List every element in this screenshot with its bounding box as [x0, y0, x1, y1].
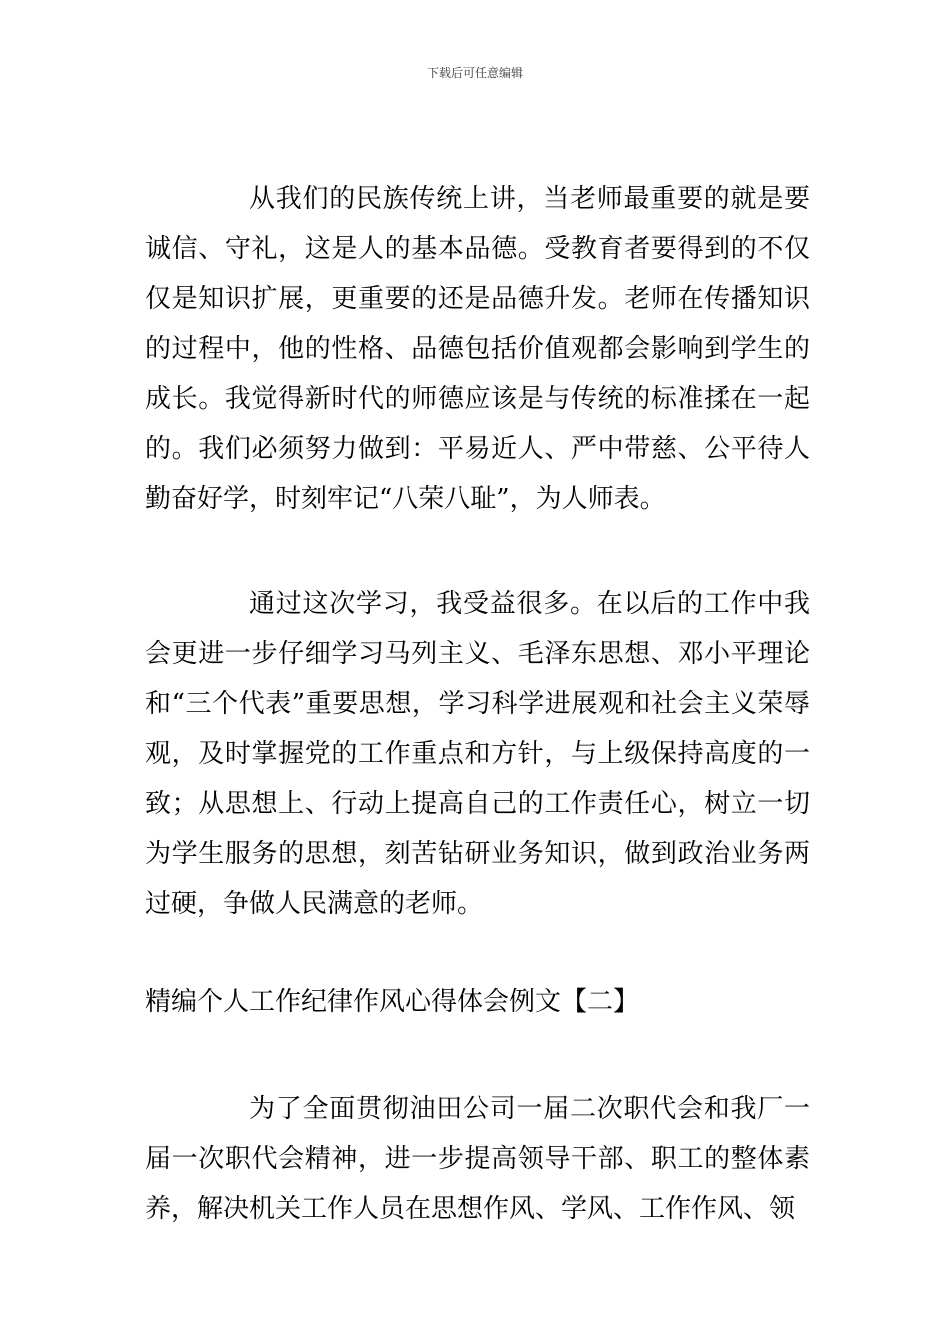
- document-body: [145, 174, 810, 1234]
- paragraph-2: 通过这次学习，我受益很多。在以后的工作中我会更进一步仔细学习马列主义、毛泽东思想、邓小平理论和“三个代表”重要思想，学习科学进展观和社会主义荣辱观，及时掌握党的工作重点和方针，与上级保持高度的一致；从思想上、行动上提高自己的工作责任心，树立一切为学生服务的思想，刻苦钻研业务知识，做到政治业务两过硬，争做人民满意的老师。: [145, 589, 810, 919]
- paragraph-1: 从我们的民族传统上讲，当老师最重要的就是要诚信、守礼，这是人的基本品德。受教育者要得到的不仅仅是知识扩展，更重要的还是品德升发。老师在传播知识的过程中，他的性格、品德包括价值观都会影响到学生的成长。我觉得新时代的师德应该是与传统的标准揉在一起的。我们必须努力做到：平易近人、严中带慈、公平待人勤奋好学，时刻牢记“八荣八耻”，为人师表。: [145, 184, 810, 514]
- page-header: 下载后可任意编辑: [426, 66, 523, 80]
- paragraph-3: 为了全面贯彻油田公司一届二次职代会和我厂一届一次职代会精神，进一步提高领导干部、职工的整体素养，解决机关工作人员在思想作风、学风、工作作风、领: [145, 1094, 810, 1224]
- section-heading: 精编个人工作纪律作风心得体会例文【二】: [145, 987, 640, 1017]
